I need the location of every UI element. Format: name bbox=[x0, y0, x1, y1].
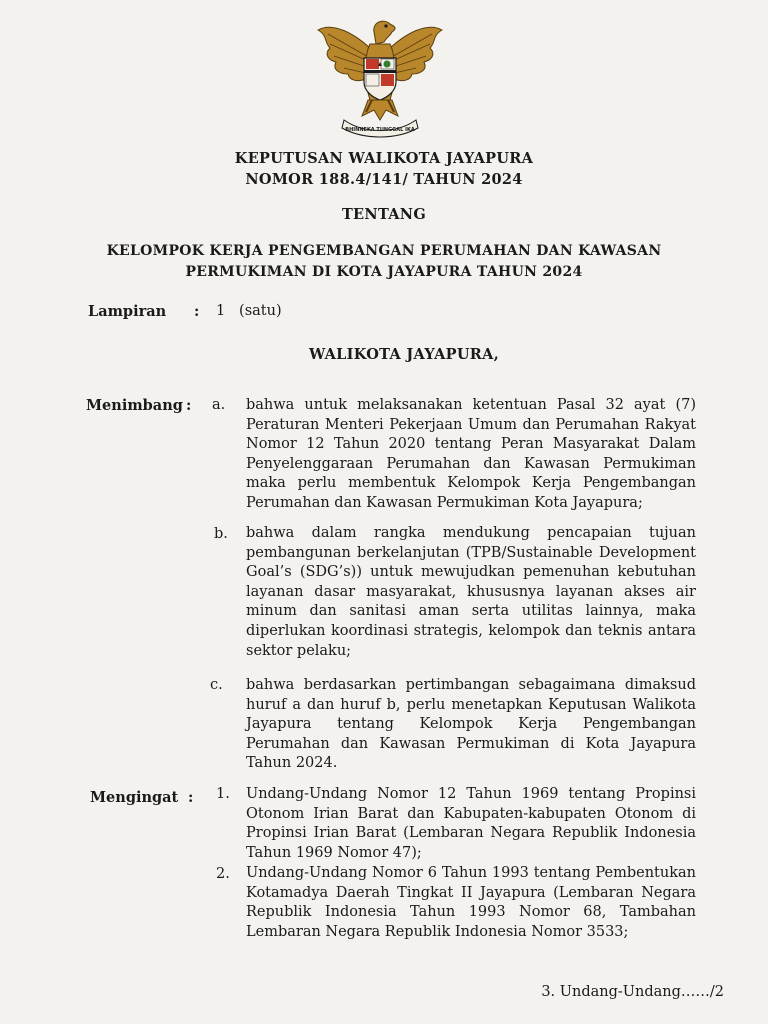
mengingat-marker-2: 2. bbox=[216, 866, 230, 882]
mengingat-item-2: Undang-Undang Nomor 6 Tahun 1993 tentang Pembentukan Kotamadya Daerah Tingkat II Jayapura (Lembaran Negara Republik Indonesia Tahun 1993 Nomor 68, Tambahan Lembaran Negara Republik Indonesia Nomor 3533; bbox=[246, 865, 696, 940]
subject-line-2: PERMUKIMAN DI KOTA JAYAPURA TAHUN 2024 bbox=[185, 264, 583, 280]
mengingat-label: Mengingat bbox=[90, 789, 179, 806]
page-continuation: 3. Undang-Undang……/2 bbox=[541, 984, 724, 1000]
subject-line-1: KELOMPOK KERJA PENGEMBANGAN PERUMAHAN DAN KAWASAN bbox=[106, 243, 662, 259]
lampiran-label: Lampiran bbox=[88, 303, 167, 320]
menimbang-marker-c: c. bbox=[210, 677, 223, 693]
menimbang-colon: : bbox=[186, 397, 192, 414]
menimbang-item-c: bahwa berdasarkan pertimbangan sebagaimana dimaksud huruf a dan huruf b, perlu menetapkan Keputusan Walikota Jayapura tentang Kelompok Kerja Pengembangan Perumahan dan Kawasan Permukiman di Kota Jayapura Tahun 2024. bbox=[246, 677, 696, 772]
garuda-pancasila-emblem-icon bbox=[314, 12, 446, 142]
decree-number: NOMOR 188.4/141/ TAHUN 2024 bbox=[245, 171, 523, 188]
menimbang-marker-a: a. bbox=[212, 397, 226, 413]
mengingat-colon: : bbox=[188, 789, 194, 806]
mengingat-marker-1: 1. bbox=[216, 786, 230, 802]
decree-title: KEPUTUSAN WALIKOTA JAYAPURA bbox=[234, 150, 534, 167]
official-title: WALIKOTA JAYAPURA, bbox=[308, 346, 500, 363]
lampiran-colon: : bbox=[194, 303, 200, 320]
menimbang-item-b: bahwa dalam rangka mendukung pencapaian tujuan pembangunan berkelanjutan (TPB/Sustainable Development Goal’s (SDG’s)) untuk mewujudkan pemenuhan kebutuhan layanan dasar masyarakat, khususnya layanan akses air minum dan sanitasi aman serta utilitas lainnya, maka diperlukan koordinasi strategis, kelompok dan teknis antara sektor pelaku; bbox=[246, 525, 696, 659]
menimbang-marker-b: b. bbox=[214, 526, 228, 542]
emblem-motto: BHINNEKA TUNGGAL IKA bbox=[345, 127, 415, 133]
lampiran-value: 1 (satu) bbox=[216, 303, 282, 319]
menimbang-item-a: bahwa untuk melaksanakan ketentuan Pasal 32 ayat (7) Peraturan Menteri Pekerjaan Umum dan Perumahan Rakyat Nomor 12 Tahun 2020 tentang Peran Masyarakat Dalam Penyelenggaraan Perumahan dan Kawasan Permukiman maka perlu membentuk Kelompok Kerja Pengembangan Perumahan dan Kawasan Permukiman Kota Jayapura; bbox=[246, 397, 696, 511]
mengingat-item-1: Undang-Undang Nomor 12 Tahun 1969 tentang Propinsi Otonom Irian Barat dan Kabupaten-kabupaten Otonom di Propinsi Irian Barat (Lembaran Negara Republik Indonesia Tahun 1969 Nomor 47); bbox=[246, 786, 696, 861]
tentang-heading: TENTANG bbox=[341, 206, 427, 223]
menimbang-label: Menimbang bbox=[86, 397, 183, 414]
